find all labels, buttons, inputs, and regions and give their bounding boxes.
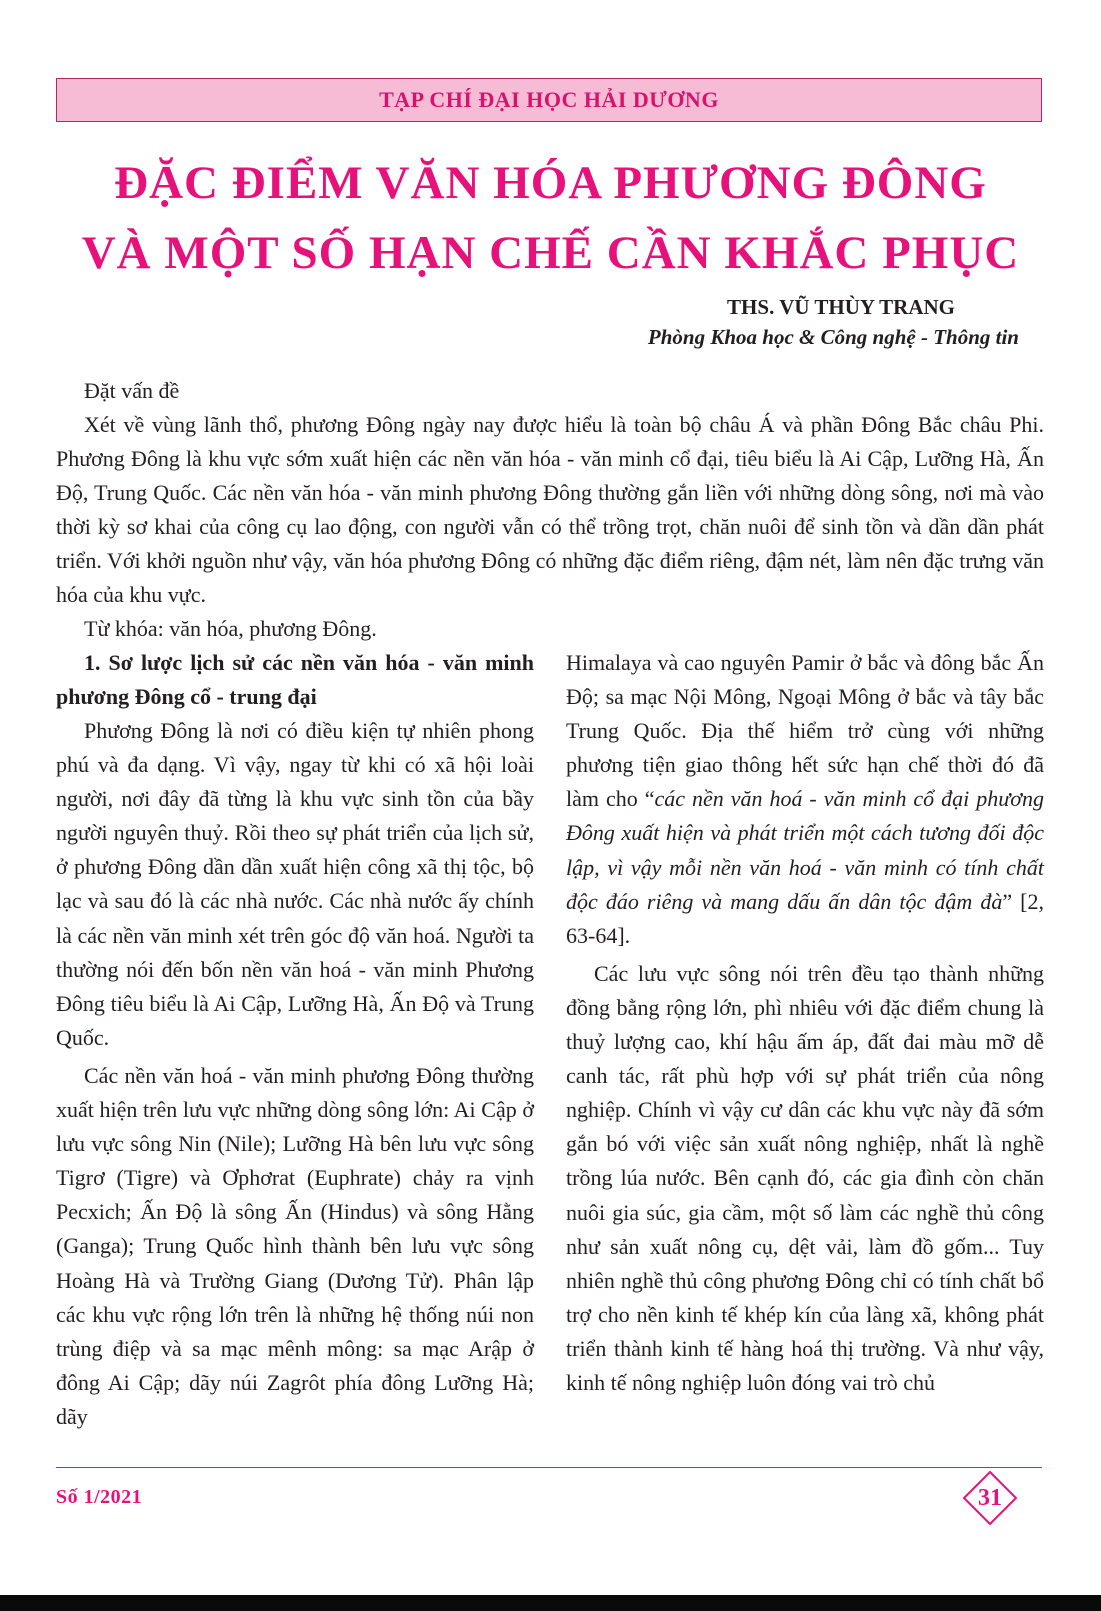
paragraph: Các lưu vực sông nói trên đều tạo thành những đồng bằng rộng lớn, phì nhiêu với đặc điểm chung là thuỷ lượng cao, khí hậu ấm áp, đất đai màu mỡ dễ canh tác, rất phù hợp với sự phát triển của nông nghiệp. Chính vì vậy cư dân các khu vực này đã sớm gắn bó với việc sản xuất nông nghiệp, nhất là nghề trồng lúa nước. Bên cạnh đó, các gia đình còn chăn nuôi gia súc, gia cầm, một số làm các nghề thủ công như sản xuất nông cụ, dệt vải, làm đồ gốm... Tuy nhiên nghề thủ công phương Đông chỉ có tính chất bổ trợ cho nền kinh tế khép kín của làng xã, không phát triển thành kinh tế hàng hoá thị trường. Và như vậy, kinh tế nông nghiệp luôn đóng vai trò chủ bbox=[566, 960, 1044, 1395]
paragraph-text: Himalaya và cao nguyên Pamir ở bắc và đông bắc Ấn Độ; sa mạc Nội Mông, Ngoại Mông ở bắc và tây bắc Trung Quốc. Địa thế hiểm trở cùng với những phương tiện giao thông hết sức hạn chế thời đó đã làm cho “ bbox=[566, 650, 1044, 812]
journal-banner bbox=[56, 78, 1042, 122]
body-column-left bbox=[56, 646, 534, 1434]
page-number: 31 bbox=[978, 1484, 1002, 1511]
abstract-body: Xét về vùng lãnh thổ, phương Đông ngày nay được hiểu là toàn bộ châu Á và phần Đông Bắc châu Phi. Phương Đông là khu vực sớm xuất hiện các nền văn hóa - văn minh cổ đại, tiêu biểu là Ai Cập, Lưỡng Hà, Ấn Độ, Trung Quốc. Các nền văn hóa - văn minh phương Đông thường gắn liền với những dòng sông, nơi mà vào thời kỳ sơ khai của công cụ lao động, con người vẫn có thể trồng trọt, chăn nuôi để sinh tồn và dần dần phát triển. Với khởi nguồn như vậy, văn hóa phương Đông có những đặc điểm riêng, đậm nét, làm nên đặc trưng văn hóa của khu vực. bbox=[56, 412, 1044, 607]
journal-name: TẠP CHÍ ĐẠI HỌC HẢI DƯƠNG bbox=[379, 87, 719, 112]
abstract-section bbox=[56, 374, 1044, 646]
paragraph: Các nền văn hoá - văn minh phương Đông thường xuất hiện trên lưu vực những dòng sông lớn: Ai Cập ở lưu vực sông Nin (Nile); Lưỡng Hà bên lưu vực sông Tigrơ (Tigre) và Ơphơrat (Euphrate) chảy ra vịnh Pecxich; Ấn Độ là sông Ấn (Hindus) và sông Hằng (Ganga); Trung Quốc hình thành bên lưu vực sông Hoàng Hà và Trường Giang (Dương Tử). Phân lập các khu vực rộng lớn trên là những hệ thống núi non trùng điệp và sa mạc mênh mông: sa mạc Arập ở đông Ai Cập; dãy núi Zagrôt phía đông Lưỡng Hà; dãy bbox=[56, 1062, 534, 1429]
article-title-line1: ĐẶC ĐIỂM VĂN HÓA PHƯƠNG ĐÔNG bbox=[114, 157, 987, 209]
body-column-right bbox=[566, 646, 1044, 1400]
footer-divider bbox=[56, 1467, 1042, 1468]
page-number-badge bbox=[962, 1470, 1018, 1526]
author-name: THS. VŨ THÙY TRANG bbox=[727, 295, 955, 319]
issue-number: Số 1/2021 bbox=[56, 1486, 143, 1508]
article-title-line2: VÀ MỘT SỐ HẠN CHẾ CẦN KHẮC PHỤC bbox=[81, 227, 1020, 279]
quotation: các nền văn hoá - văn minh cổ đại phương Đông xuất hiện và phát triển một cách tương đối độc lập, vì vậy mỗi nền văn hoá - văn minh có tính chất độc đáo riêng và mang dấu ấn dân tộc đậm đà bbox=[566, 786, 1044, 914]
paragraph: Phương Đông là nơi có điều kiện tự nhiên phong phú và đa dạng. Vì vậy, ngay từ khi có xã hội loài người, nơi đây đã từng là khu vực sinh tồn của bầy người nguyên thuỷ. Rồi theo sự phát triển của lịch sử, ở phương Đông dần dần xuất hiện công xã thị tộc, bộ lạc và sau đó là các nhà nước. Các nhà nước ấy chính là các nền văn minh xét trên góc độ văn hoá. Người ta thường nói đến bốn nền văn hoá - văn minh Phương Đông tiêu biểu là Ai Cập, Lưỡng Hà, Ấn Độ và Trung Quốc. bbox=[56, 718, 534, 1050]
section-heading: 1. Sơ lược lịch sử các nền văn hóa - văn minh phương Đông cổ - trung đại bbox=[56, 650, 534, 709]
author-affiliation: Phòng Khoa học & Công nghệ - Thông tin bbox=[647, 325, 1019, 349]
abstract-heading: Đặt vấn đề bbox=[84, 378, 180, 403]
scan-edge-bar bbox=[0, 1595, 1101, 1611]
citation: ” [2, 63-64]. bbox=[566, 888, 1045, 948]
keywords: Từ khóa: văn hóa, phương Đông. bbox=[84, 616, 377, 641]
paragraph-continued bbox=[566, 646, 1044, 953]
